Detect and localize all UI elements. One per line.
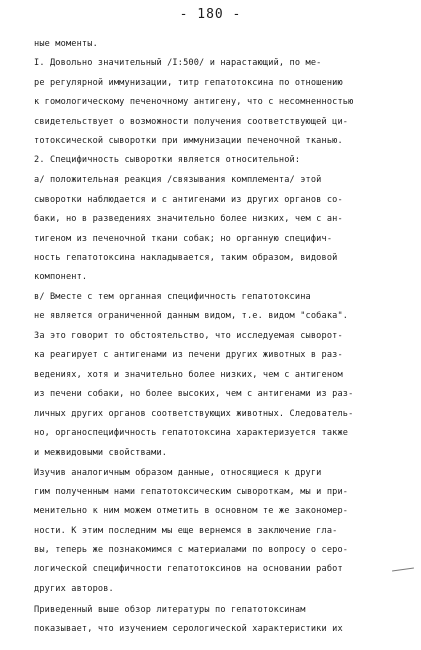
text-line: сыворотки наблюдается и с антигенами из других органов со-	[34, 195, 343, 205]
text-line: свидетельствует о возможности получения соответствующей ци-	[34, 117, 349, 127]
text-line: и межвидовыми свойствами.	[34, 448, 168, 458]
text-line: ности. К этим последним мы еще вернемся в заключение гла-	[34, 526, 338, 536]
text-line: Приведенный выше обзор литературы по гепатотоксинам	[34, 605, 306, 615]
text-line: За это говорит то обстоятельство, что исследуемая сыворот-	[34, 331, 343, 341]
page-number: - 180 -	[179, 7, 242, 22]
text-line: ре регулярной иммунизации, титр гепатотоксина по отношению	[34, 78, 343, 88]
margin-pencil-mark	[392, 567, 414, 571]
text-line: ка реагирует с антигенами из печени других животных в раз-	[34, 350, 343, 360]
text-line: Изучив аналогичным образом данные, относящиеся к други	[34, 468, 322, 478]
text-line: а/ положительная реакция /связывания комплемента/ этой	[34, 175, 322, 185]
text-line: тигеном из печеночной ткани собак; но органную специфич-	[34, 234, 333, 244]
text-line: 2. Специфичность сыворотки является относительной:	[34, 155, 301, 165]
text-line: вы, теперь же познакомимся с материалами по вопросу о серо-	[34, 545, 349, 555]
text-line: показывает, что изучением серологической характеристики их	[34, 624, 343, 634]
text-line: не является ограниченной данным видом, т.е. видом "собака".	[34, 311, 349, 321]
text-line: ность гепатотоксина накладывается, таким образом, видовой	[34, 253, 338, 263]
text-line: других авторов.	[34, 584, 114, 594]
text-line: баки, но в разведениях значительно более низких, чем с ан-	[34, 214, 343, 224]
text-line: гим полученным нами гепатотоксическим сывороткам, мы и при-	[34, 487, 349, 497]
text-line: личных других органов соответствующих животных. Следователь-	[34, 409, 354, 419]
text-line: менительно к ним можем отметить в основном те же закономер-	[34, 506, 349, 516]
text-line: логической специфичности гепатотоксинов на основании работ	[34, 564, 343, 574]
text-line: ные моменты.	[34, 39, 98, 49]
text-line: но, органоспецифичность гепатотоксина характеризуется также	[34, 428, 349, 438]
text-line: в/ Вместе с тем органная специфичность гепатотоксина	[34, 292, 311, 302]
text-line: компонент.	[34, 272, 88, 282]
text-line: I. Довольно значительный /I:500/ и нарастающий, по ме-	[34, 58, 322, 68]
text-line: тотоксической сыворотки при иммунизации печеночной тканью.	[34, 136, 343, 146]
text-line: из печени собаки, но более высоких, чем с антигенами из раз-	[34, 389, 354, 399]
text-line: к гомологическому печеночному антигену, что с несомненностью	[34, 97, 354, 107]
text-line: ведениях, хотя и значительно более низких, чем с антигеном	[34, 370, 343, 380]
